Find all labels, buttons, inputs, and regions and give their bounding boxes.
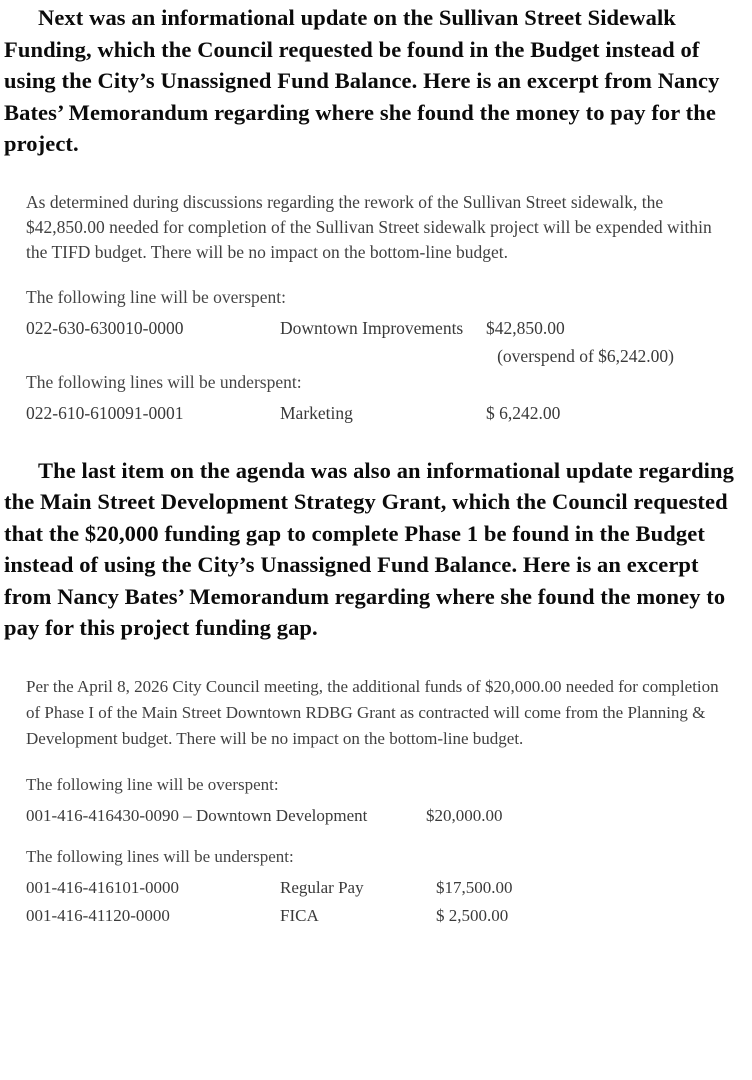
underspent-label: The following lines will be underspent: [26, 371, 302, 392]
ledger-account: 001-416-416430-0090 – Downtown Development [26, 805, 368, 825]
ledger-description: Regular Pay [280, 877, 364, 897]
memo-excerpt-sullivan-street [0, 176, 752, 437]
ledger-account: 022-610-610091-0001 [26, 402, 184, 423]
ledger-account: 001-416-416101-0000 [26, 877, 179, 897]
paragraph-text: Next was an informational update on the Sullivan Street Sidewalk Funding, which the Council requested be found in the Budget instead of using the City’s Unassigned Fund Balance. Here is an excerpt from Nancy Bates’ Memorandum regarding where she found the money to pay for the project. [4, 5, 720, 156]
overspent-label: The following line will be overspent: [26, 286, 287, 307]
paragraph-sullivan-street-intro [0, 0, 752, 160]
memo-body-text: Per the April 8, 2026 City Council meeting, the additional funds of $20,000.00 needed for completion of Phase I of the Main Street Downtown RDBG Grant as contracted will come from the Planning & Development budget. There will be no impact on the bottom-line budget. [26, 676, 719, 748]
memo-body-text: As determined during discussions regarding the rework of the Sullivan Street sidewalk, the $42,850.00 needed for completion of the Sullivan Street sidewalk project will be expended within the TIFD budget. There will be no impact on the bottom-line budget. [26, 191, 712, 262]
memo-excerpt-main-street [0, 660, 752, 940]
ledger-description: Marketing [280, 402, 353, 423]
overspend-note: (overspend of $6,242.00) [497, 345, 674, 366]
ledger-row [26, 802, 726, 830]
ledger-row [26, 399, 726, 427]
ledger-amount: $ 2,500.00 [436, 905, 509, 925]
ledger-description: FICA [280, 905, 319, 925]
spacer [26, 830, 726, 844]
ledger-account: 022-630-630010-0000 [26, 317, 184, 338]
ledger-amount: $17,500.00 [436, 877, 513, 897]
ledger-description: Downtown Improvements [280, 317, 464, 338]
ledger-amount: $42,850.00 [486, 317, 565, 338]
spacer [26, 265, 726, 285]
overspent-label: The following line will be overspent: [26, 774, 279, 794]
ledger-amount: $20,000.00 [426, 805, 503, 825]
underspent-label: The following lines will be underspent: [26, 846, 294, 866]
ledger-amount: $ 6,242.00 [486, 402, 561, 423]
paragraph-text: The last item on the agenda was also an informational update regarding the Main Street Development Strategy Grant, which the Council requested that the $20,000 funding gap to complete Phase 1 be found in the Budget instead of using the City’s Unassigned Fund Balance. Here is an excerpt from Nancy Bates’ Memorandum regarding where she found the money to pay for this project funding gap. [4, 457, 734, 640]
ledger-account: 001-416-41120-0000 [26, 905, 170, 925]
ledger-row [26, 874, 726, 902]
paragraph-main-street-intro [0, 437, 752, 644]
ledger-row [26, 314, 726, 342]
spacer [26, 752, 726, 772]
ledger-row [26, 902, 726, 930]
